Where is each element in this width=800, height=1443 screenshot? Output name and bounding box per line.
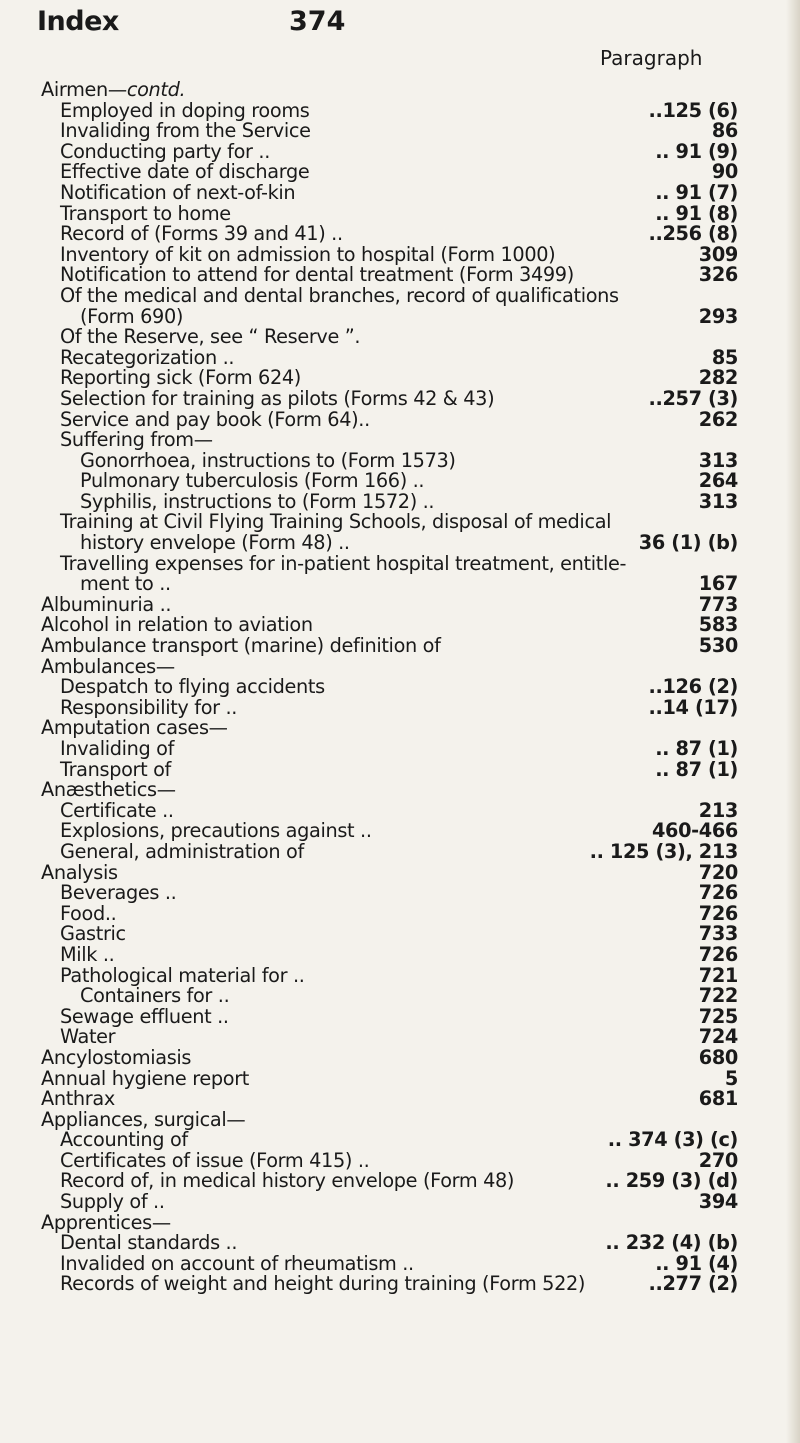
index-entry <box>0 1004 800 1028</box>
index-entry <box>0 695 800 719</box>
index-entry <box>0 636 800 657</box>
entry-paragraph-ref: 460-466 <box>651 819 738 843</box>
entry-paragraph-ref: ..257 (3) <box>648 386 738 410</box>
index-entry <box>0 1066 800 1090</box>
entry-text: Inventory of kit on admission to hospital (Form 1000) <box>60 242 556 266</box>
entry-paragraph-ref: 167 <box>698 572 738 596</box>
index-entry <box>0 757 800 781</box>
index-entry <box>0 1045 800 1069</box>
index-entry <box>0 224 800 245</box>
page-header <box>37 2 737 42</box>
index-entry <box>0 718 800 739</box>
entry-paragraph-ref: 270 <box>698 1148 738 1172</box>
index-entry <box>0 489 800 513</box>
entry-text: Syphilis, instructions to (Form 1572) .. <box>80 489 435 513</box>
index-entry <box>0 1027 800 1048</box>
entry-text: Despatch to flying accidents <box>60 675 325 699</box>
index-entry <box>0 592 800 616</box>
index-entry <box>0 654 800 678</box>
index-entries <box>0 80 800 1295</box>
entry-paragraph-ref: 90 <box>711 160 738 184</box>
entry-paragraph-ref: 264 <box>698 469 738 493</box>
paragraph-column-heading: Paragraph <box>600 46 703 70</box>
entry-text: Suffering from— <box>60 428 213 452</box>
index-entry <box>0 551 800 575</box>
entry-paragraph-ref: ..256 (8) <box>648 222 738 246</box>
entry-paragraph-ref: ..126 (2) <box>648 675 738 699</box>
entry-paragraph-ref: 720 <box>698 860 738 884</box>
index-entry <box>0 283 800 307</box>
entry-text: Anæsthetics— <box>41 778 176 802</box>
index-entry <box>0 304 800 328</box>
index-entry <box>0 162 800 183</box>
index-entry <box>0 986 800 1007</box>
entry-text: Certificates of issue (Form 415) .. <box>60 1148 370 1172</box>
entry-paragraph-ref: ..125 (6) <box>648 98 738 122</box>
index-entry <box>0 1233 800 1254</box>
entry-text: Analysis <box>41 860 118 884</box>
entry-text: Invaliding from the Service <box>60 119 311 143</box>
entry-text: Supply of .. <box>60 1190 165 1214</box>
entry-text: Accounting of <box>60 1128 188 1152</box>
entry-text: Employed in doping rooms <box>60 98 310 122</box>
index-entry <box>0 963 800 987</box>
entry-text: Transport to home <box>60 201 231 225</box>
index-entry <box>0 430 800 451</box>
entry-text: Containers for .. <box>80 984 230 1008</box>
index-entry <box>0 942 800 966</box>
entry-paragraph-ref: ..277 (2) <box>648 1272 738 1296</box>
entry-paragraph-ref: 313 <box>698 448 738 472</box>
index-entry <box>0 677 800 698</box>
entry-paragraph-ref: 726 <box>698 881 738 905</box>
entry-text: Conducting party for .. <box>60 139 270 163</box>
index-entry <box>0 386 800 410</box>
entry-text: Service and pay book (Form 64).. <box>60 407 370 431</box>
entry-paragraph-ref: 726 <box>698 942 738 966</box>
index-entry <box>0 1130 800 1151</box>
index-entry <box>0 739 800 760</box>
entry-italic-text: contd. <box>126 78 186 101</box>
entry-paragraph-ref: .. 91 (4) <box>655 1251 738 1275</box>
entry-paragraph-ref: 726 <box>698 901 738 925</box>
entry-paragraph-ref: .. 259 (3) (d) <box>605 1169 738 1193</box>
entry-paragraph-ref: 680 <box>698 1045 738 1069</box>
entry-paragraph-ref: 530 <box>698 634 738 658</box>
entry-text: Water <box>60 1025 116 1049</box>
entry-paragraph-ref: .. 87 (1) <box>655 737 738 760</box>
entry-paragraph-ref: 213 <box>698 798 738 822</box>
entry-paragraph-ref: 293 <box>698 304 738 328</box>
entry-paragraph-ref: .. 91 (9) <box>655 139 738 163</box>
entry-paragraph-ref: .. 125 (3), 213 <box>589 839 738 863</box>
index-entry <box>0 1107 800 1131</box>
entry-text: Notification to attend for dental treatment (Form 3499) <box>60 263 574 287</box>
entry-text: Training at Civil Flying Training Schools, disposal of medical <box>60 510 612 534</box>
index-entry <box>0 615 800 636</box>
index-entry <box>0 80 800 101</box>
index-entry <box>0 448 800 472</box>
index-entry <box>0 901 800 925</box>
entry-text: Gastric <box>60 922 126 946</box>
index-entry <box>0 407 800 431</box>
entry-text: Beverages .. <box>60 881 177 905</box>
entry-text: General, administration of <box>60 839 304 863</box>
page-number: 374 <box>289 6 346 37</box>
index-entry <box>0 242 800 266</box>
entry-text: Ancylostomiasis <box>41 1045 192 1069</box>
index-entry <box>0 821 800 842</box>
page-edge-shadow <box>786 0 800 1443</box>
entry-text: ment to .. <box>80 572 171 596</box>
entry-text: Gonorrhoea, instructions to (Form 1573) <box>80 448 456 472</box>
entry-paragraph-ref: 313 <box>698 489 738 513</box>
index-entry <box>0 1192 800 1213</box>
entry-text: Recategorization .. <box>60 345 235 369</box>
entry-text: Of the Reserve, see “ Reserve ”. <box>60 325 361 349</box>
index-entry <box>0 512 800 533</box>
index-entry <box>0 1089 800 1110</box>
entry-paragraph-ref: .. 374 (3) (c) <box>607 1128 738 1152</box>
entry-text: Sewage effluent .. <box>60 1004 229 1028</box>
index-entry <box>0 860 800 884</box>
entry-paragraph-ref: 773 <box>698 592 738 616</box>
entry-paragraph-ref: .. 232 (4) (b) <box>605 1231 738 1255</box>
entry-text: Notification of next-of-kin <box>60 180 296 204</box>
index-entry <box>0 1251 800 1275</box>
entry-text: Ambulances— <box>41 654 175 678</box>
entry-text: Food.. <box>60 901 117 925</box>
entry-text: Appliances, surgical— <box>41 1107 246 1131</box>
entry-text: Alcohol in relation to aviation <box>41 613 313 637</box>
entry-text: history envelope (Form 48) .. <box>80 531 350 555</box>
index-entry <box>0 368 800 389</box>
entry-paragraph-ref: 282 <box>698 366 738 390</box>
entry-paragraph-ref: 394 <box>698 1190 738 1214</box>
entry-text: Milk .. <box>60 942 115 966</box>
index-entry <box>0 98 800 122</box>
entry-text: Airmen—contd. <box>41 78 186 101</box>
index-entry <box>0 924 800 945</box>
entry-text: Travelling expenses for in-patient hospital treatment, entitle- <box>60 551 627 575</box>
index-entry <box>0 839 800 863</box>
entry-text: Certificate .. <box>60 798 174 822</box>
entry-text: Pulmonary tuberculosis (Form 166) .. <box>80 469 425 493</box>
index-entry <box>0 265 800 286</box>
index-entry <box>0 471 800 492</box>
entry-paragraph-ref: 309 <box>698 242 738 266</box>
entry-text: Of the medical and dental branches, record of qualifications <box>60 283 619 307</box>
entry-text: Invalided on account of rheumatism .. <box>60 1251 414 1275</box>
entry-paragraph-ref: 86 <box>711 119 738 143</box>
entry-text: Ambulance transport (marine) definition of <box>41 634 441 658</box>
entry-paragraph-ref: 326 <box>698 263 738 287</box>
entry-text: Records of weight and height during training (Form 522) <box>60 1272 586 1296</box>
entry-text: Pathological material for .. <box>60 963 305 987</box>
entry-paragraph-ref: 721 <box>698 963 738 987</box>
entry-paragraph-ref: .. 91 (7) <box>655 180 738 204</box>
index-entry <box>0 1274 800 1295</box>
entry-paragraph-ref: 583 <box>698 613 738 637</box>
entry-text: Amputation cases— <box>41 716 228 740</box>
index-entry <box>0 780 800 801</box>
entry-paragraph-ref: 681 <box>698 1087 738 1111</box>
index-entry <box>0 121 800 142</box>
index-entry <box>0 1148 800 1172</box>
index-entry <box>0 883 800 904</box>
entry-text: Effective date of discharge <box>60 160 310 184</box>
index-title: Index <box>37 6 119 37</box>
entry-paragraph-ref: 85 <box>711 345 738 369</box>
entry-text: Record of (Forms 39 and 41) .. <box>60 222 343 246</box>
entry-paragraph-ref: 262 <box>698 407 738 431</box>
index-entry <box>0 1210 800 1234</box>
entry-text: Record of, in medical history envelope (Form 48) <box>60 1169 515 1193</box>
entry-text: Reporting sick (Form 624) <box>60 366 301 390</box>
entry-paragraph-ref: 5 <box>724 1066 738 1090</box>
index-entry <box>0 533 800 554</box>
entry-paragraph-ref: 722 <box>698 984 738 1008</box>
index-entry <box>0 574 800 595</box>
index-entry <box>0 327 800 348</box>
entry-text: Responsibility for .. <box>60 695 238 719</box>
entry-paragraph-ref: .. 87 (1) <box>655 757 738 781</box>
entry-paragraph-ref: 724 <box>698 1025 738 1049</box>
index-entry <box>0 180 800 204</box>
entry-text: Apprentices— <box>41 1210 171 1234</box>
entry-text: Anthrax <box>41 1087 115 1111</box>
entry-text: Invaliding of <box>60 737 175 760</box>
entry-paragraph-ref: .. 91 (8) <box>655 201 738 225</box>
index-entry <box>0 201 800 225</box>
entry-paragraph-ref: 725 <box>698 1004 738 1028</box>
index-entry <box>0 139 800 163</box>
entry-text: Explosions, precautions against .. <box>60 819 372 843</box>
entry-paragraph-ref: 36 (1) (b) <box>638 531 738 555</box>
index-entry <box>0 798 800 822</box>
entry-paragraph-ref: ..14 (17) <box>648 695 738 719</box>
entry-text: Selection for training as pilots (Forms 42 & 43) <box>60 386 495 410</box>
index-entry <box>0 1171 800 1192</box>
entry-text: Dental standards .. <box>60 1231 238 1255</box>
entry-text: Annual hygiene report <box>41 1066 249 1090</box>
entry-text: Transport of <box>60 757 171 781</box>
entry-paragraph-ref: 733 <box>698 922 738 946</box>
index-entry <box>0 345 800 369</box>
entry-text: (Form 690) <box>80 304 184 328</box>
entry-text: Albuminuria .. <box>41 592 172 616</box>
